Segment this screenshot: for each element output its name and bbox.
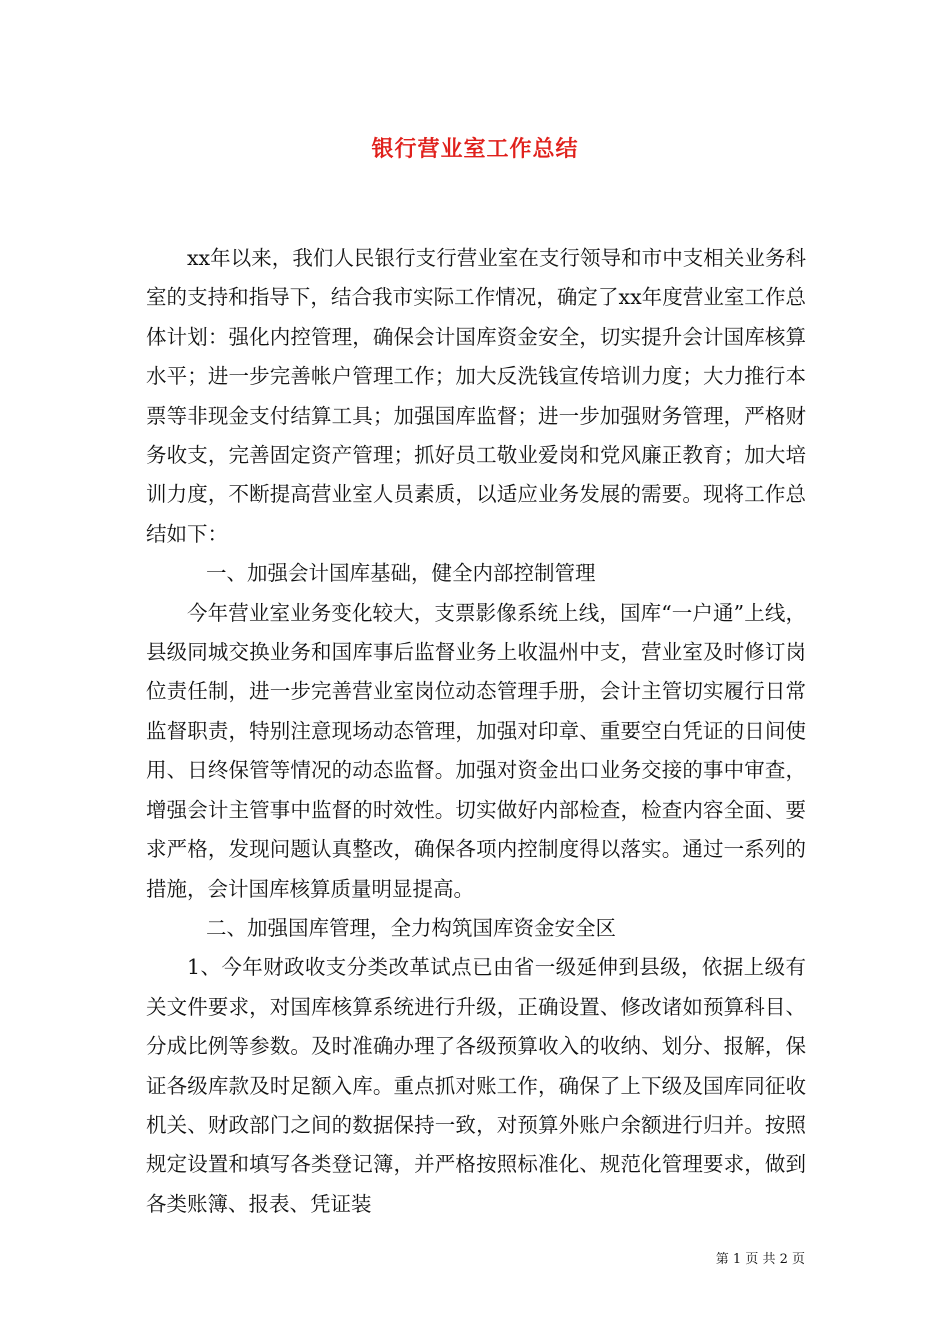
paragraph-intro: xx年以来，我们人民银行支行营业室在支行领导和市中支相关业务科室的支持和指导下，结合我市实际工作情况，确定了xx年度营业室工作总体计划：强化内控管理，确保会计国库资金安全，切实提升会计国库核算水平；进一步完善帐户管理工作；加大反洗钱宣传培训力度；大力推行本票等非现金支付结算工具；加强国库监督；进一步加强财务管理，严格财务收支，完善固定资产管理；抓好员工敬业爱岗和党风廉正教育；加大培训力度，不断提高营业室人员素质，以适应业务发展的需要。现将工作总结如下： bbox=[146, 246, 806, 546]
paragraph-section-1: 今年营业室业务变化较大，支票影像系统上线，国库“一户通”上线，县级同城交换业务和国库事后监督业务上收温州中支，营业室及时修订岗位责任制，进一步完善营业室岗位动态管理手册，会计主管切实履行日常监督职责，特别注意现场动态管理，加强对印章、重要空白凭证的日间使用、日终保管等情况的动态监督。加强对资金出口业务交接的事中审查，增强会计主管事中监督的时效性。切实做好内部检查，检查内容全面、要求严格，发现问题认真整改，确保各项内控制度得以落实。通过一系列的措施，会计国库核算质量明显提高。 bbox=[146, 600, 806, 901]
section-heading-1: 一、加强会计国库基础，健全内部控制管理 bbox=[206, 561, 596, 586]
document-body bbox=[146, 239, 806, 1224]
page-number: 第 1 页 共 2 页 bbox=[715, 1252, 805, 1267]
document-title: 银行营业室工作总结 bbox=[371, 137, 579, 162]
section-heading-2: 二、加强国库管理，全力构筑国库资金安全区 bbox=[206, 915, 616, 940]
paragraph-section-2-item-1: 1、今年财政收支分类改革试点已由省一级延伸到县级，依据上级有关文件要求，对国库核算系统进行升级，正确设置、修改诸如预算科目、分成比例等参数。及时准确办理了各级预算收入的收纳、划分、报解，保证各级库款及时足额入库。重点抓对账工作，确保了上下级及国库同征收机关、财政部门之间的数据保持一致，对预算外账户余额进行归并。按照规定设置和填写各类登记簿，并严格按照标准化、规范化管理要求，做到各类账簿、报表、凭证装 bbox=[146, 955, 806, 1216]
